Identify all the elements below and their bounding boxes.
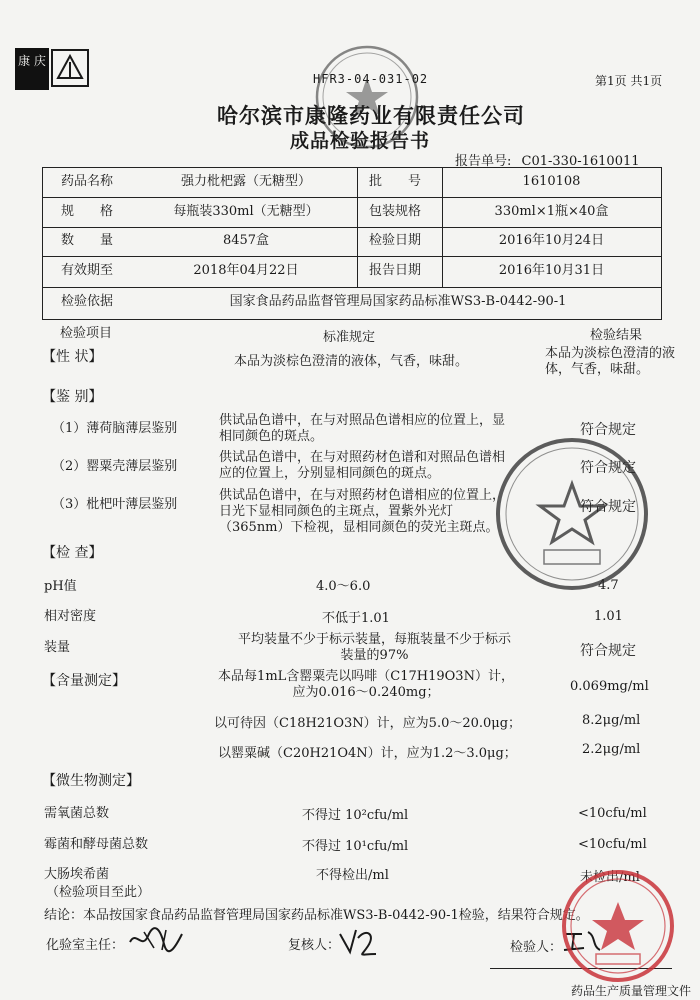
lab-head-signature — [126, 924, 186, 954]
density-result: 1.01 — [594, 609, 623, 624]
quantity-value: 8457盒 — [222, 233, 270, 248]
logo-mark-icon — [50, 48, 90, 88]
company-stamp — [312, 42, 422, 152]
character-result: 本品为淡棕色澄清的液体，气香，味甜。 — [545, 346, 676, 377]
assay-codeine-standard: 以可待因（C18H21O3N）计，应为5.0～20.0μg； — [214, 716, 522, 731]
ident-item-2: （2）罂粟壳薄层鉴别 — [52, 459, 178, 474]
fill-standard: 平均装量不少于标示装量，每瓶装量不少于标示装量的97% — [237, 632, 511, 663]
assay-morphine-result: 0.069mg/ml — [570, 679, 649, 694]
reviewer-signature — [336, 924, 380, 958]
reviewer-label: 复核人： — [288, 938, 341, 953]
mold-standard: 不得过 10¹cfu/ml — [302, 839, 409, 854]
section-inspection: 【检 查】 — [42, 545, 103, 561]
report-title: 成品检验报告书 — [290, 130, 431, 152]
red-company-seal — [558, 866, 678, 986]
inspector-label: 检验人： — [510, 940, 563, 955]
end-note: （检验项目至此） — [46, 885, 151, 900]
col-item: 检验项目 — [60, 326, 113, 341]
aerobic-standard: 不得过 10²cfu/ml — [302, 808, 409, 823]
basis-value: 国家食品药品监督管理局国家药品标准WS3-B-0442-90-1 — [229, 294, 567, 309]
ident-standard-3: 供试品色谱中，在与对照药材色谱相应的位置上，日光下显相同颜色的主斑点，置紫外光灯（365nm）下检视，显相同颜色的荧光主斑点。 — [219, 488, 506, 535]
batch-label: 批 号 — [369, 174, 422, 189]
ident-result-2: 符合规定 — [580, 460, 636, 476]
section-micro: 【微生物测定】 — [42, 773, 140, 789]
conclusion: 结论：本品按国家食品药品监督管理局国家药品标准WS3-B-0442-90-1检验，结果符合规定。 — [44, 908, 589, 923]
spec-value: 每瓶装330ml（无糖型） — [173, 204, 319, 219]
document-code: HFR3-04-031-02 — [313, 72, 429, 86]
report-number-value: C01-330-1610011 — [521, 154, 640, 169]
page-info: 第1页 共1页 — [595, 74, 663, 88]
ph-standard: 4.0～6.0 — [316, 579, 371, 594]
basis-label: 检验依据 — [61, 294, 114, 309]
quality-seal — [492, 434, 652, 594]
aerobic-name: 需氧菌总数 — [44, 806, 110, 821]
section-identification: 【鉴 别】 — [42, 389, 103, 405]
ident-item-3: （3）枇杷叶薄层鉴别 — [52, 497, 178, 512]
ident-result-1: 符合规定 — [580, 422, 636, 438]
test-date: 2016年10月24日 — [498, 233, 605, 248]
col-standard: 标准规定 — [323, 330, 376, 345]
assay-codeine-result: 8.2μg/ml — [582, 713, 641, 728]
product-info-table — [42, 167, 662, 320]
product-name-label: 药品名称 — [61, 174, 114, 189]
report-date-label: 报告日期 — [369, 263, 422, 278]
ecoli-name: 大肠埃希菌 — [44, 867, 110, 882]
aerobic-result: <10cfu/ml — [578, 806, 647, 821]
ident-item-1: （1）薄荷脑薄层鉴别 — [52, 421, 178, 436]
company-logo — [15, 48, 49, 90]
quantity-label: 数 量 — [61, 233, 114, 248]
batch-number: 1610108 — [522, 174, 581, 189]
ident-standard-2: 供试品色谱中，在与对照药材色谱和对照品色谱相应的位置上，分别显相同颜色的斑点。 — [219, 450, 506, 481]
section-character: 【性 状】 — [42, 349, 103, 365]
mold-name: 霉菌和酵母菌总数 — [44, 837, 149, 852]
ecoli-standard: 不得检出/ml — [316, 868, 389, 883]
assay-morphine-standard: 本品每1mL含罂粟壳以吗啡（C17H19O3N）计，应为0.016～0.240mg； — [218, 669, 514, 700]
lab-head-label: 化验室主任： — [46, 938, 125, 953]
ecoli-result: 未检出/ml — [580, 870, 640, 885]
expiry-date: 2018年04月22日 — [193, 263, 299, 278]
spec-label: 规 格 — [61, 204, 114, 219]
density-standard: 不低于1.01 — [322, 611, 390, 626]
product-name: 强力枇杷露（无糖型） — [180, 174, 311, 189]
ident-standard-1: 供试品色谱中，在与对照品色谱相应的位置上，显相同颜色的斑点。 — [219, 413, 506, 444]
section-assay: 【含量测定】 — [42, 673, 126, 689]
report-number-label: 报告单号: — [455, 154, 512, 169]
assay-papaverine-standard: 以罂粟碱（C20H21O4N）计，应为1.2～3.0μg； — [218, 746, 517, 761]
mold-result: <10cfu/ml — [578, 837, 647, 852]
ident-result-3: 符合规定 — [580, 499, 636, 515]
fill-result: 符合规定 — [580, 643, 636, 659]
fill-name: 装量 — [44, 640, 71, 655]
company-name: 哈尔滨市康隆药业有限责任公司 — [217, 103, 525, 128]
package-label: 包装规格 — [369, 204, 422, 219]
bottom-note: 药品生产质量管理文件 — [571, 984, 692, 998]
report-date: 2016年10月31日 — [498, 263, 605, 278]
logo-text: 康 庆 — [18, 54, 46, 68]
expiry-label: 有效期至 — [61, 263, 114, 278]
assay-papaverine-result: 2.2μg/ml — [582, 742, 641, 757]
col-result: 检验结果 — [590, 328, 643, 343]
character-standard: 本品为淡棕色澄清的液体，气香，味甜。 — [234, 354, 469, 369]
ph-name: pH值 — [44, 579, 77, 594]
package-value: 330ml×1瓶×40盒 — [494, 204, 609, 219]
density-name: 相对密度 — [44, 609, 97, 624]
test-date-label: 检验日期 — [369, 233, 422, 248]
ph-result: 4.7 — [598, 578, 619, 593]
